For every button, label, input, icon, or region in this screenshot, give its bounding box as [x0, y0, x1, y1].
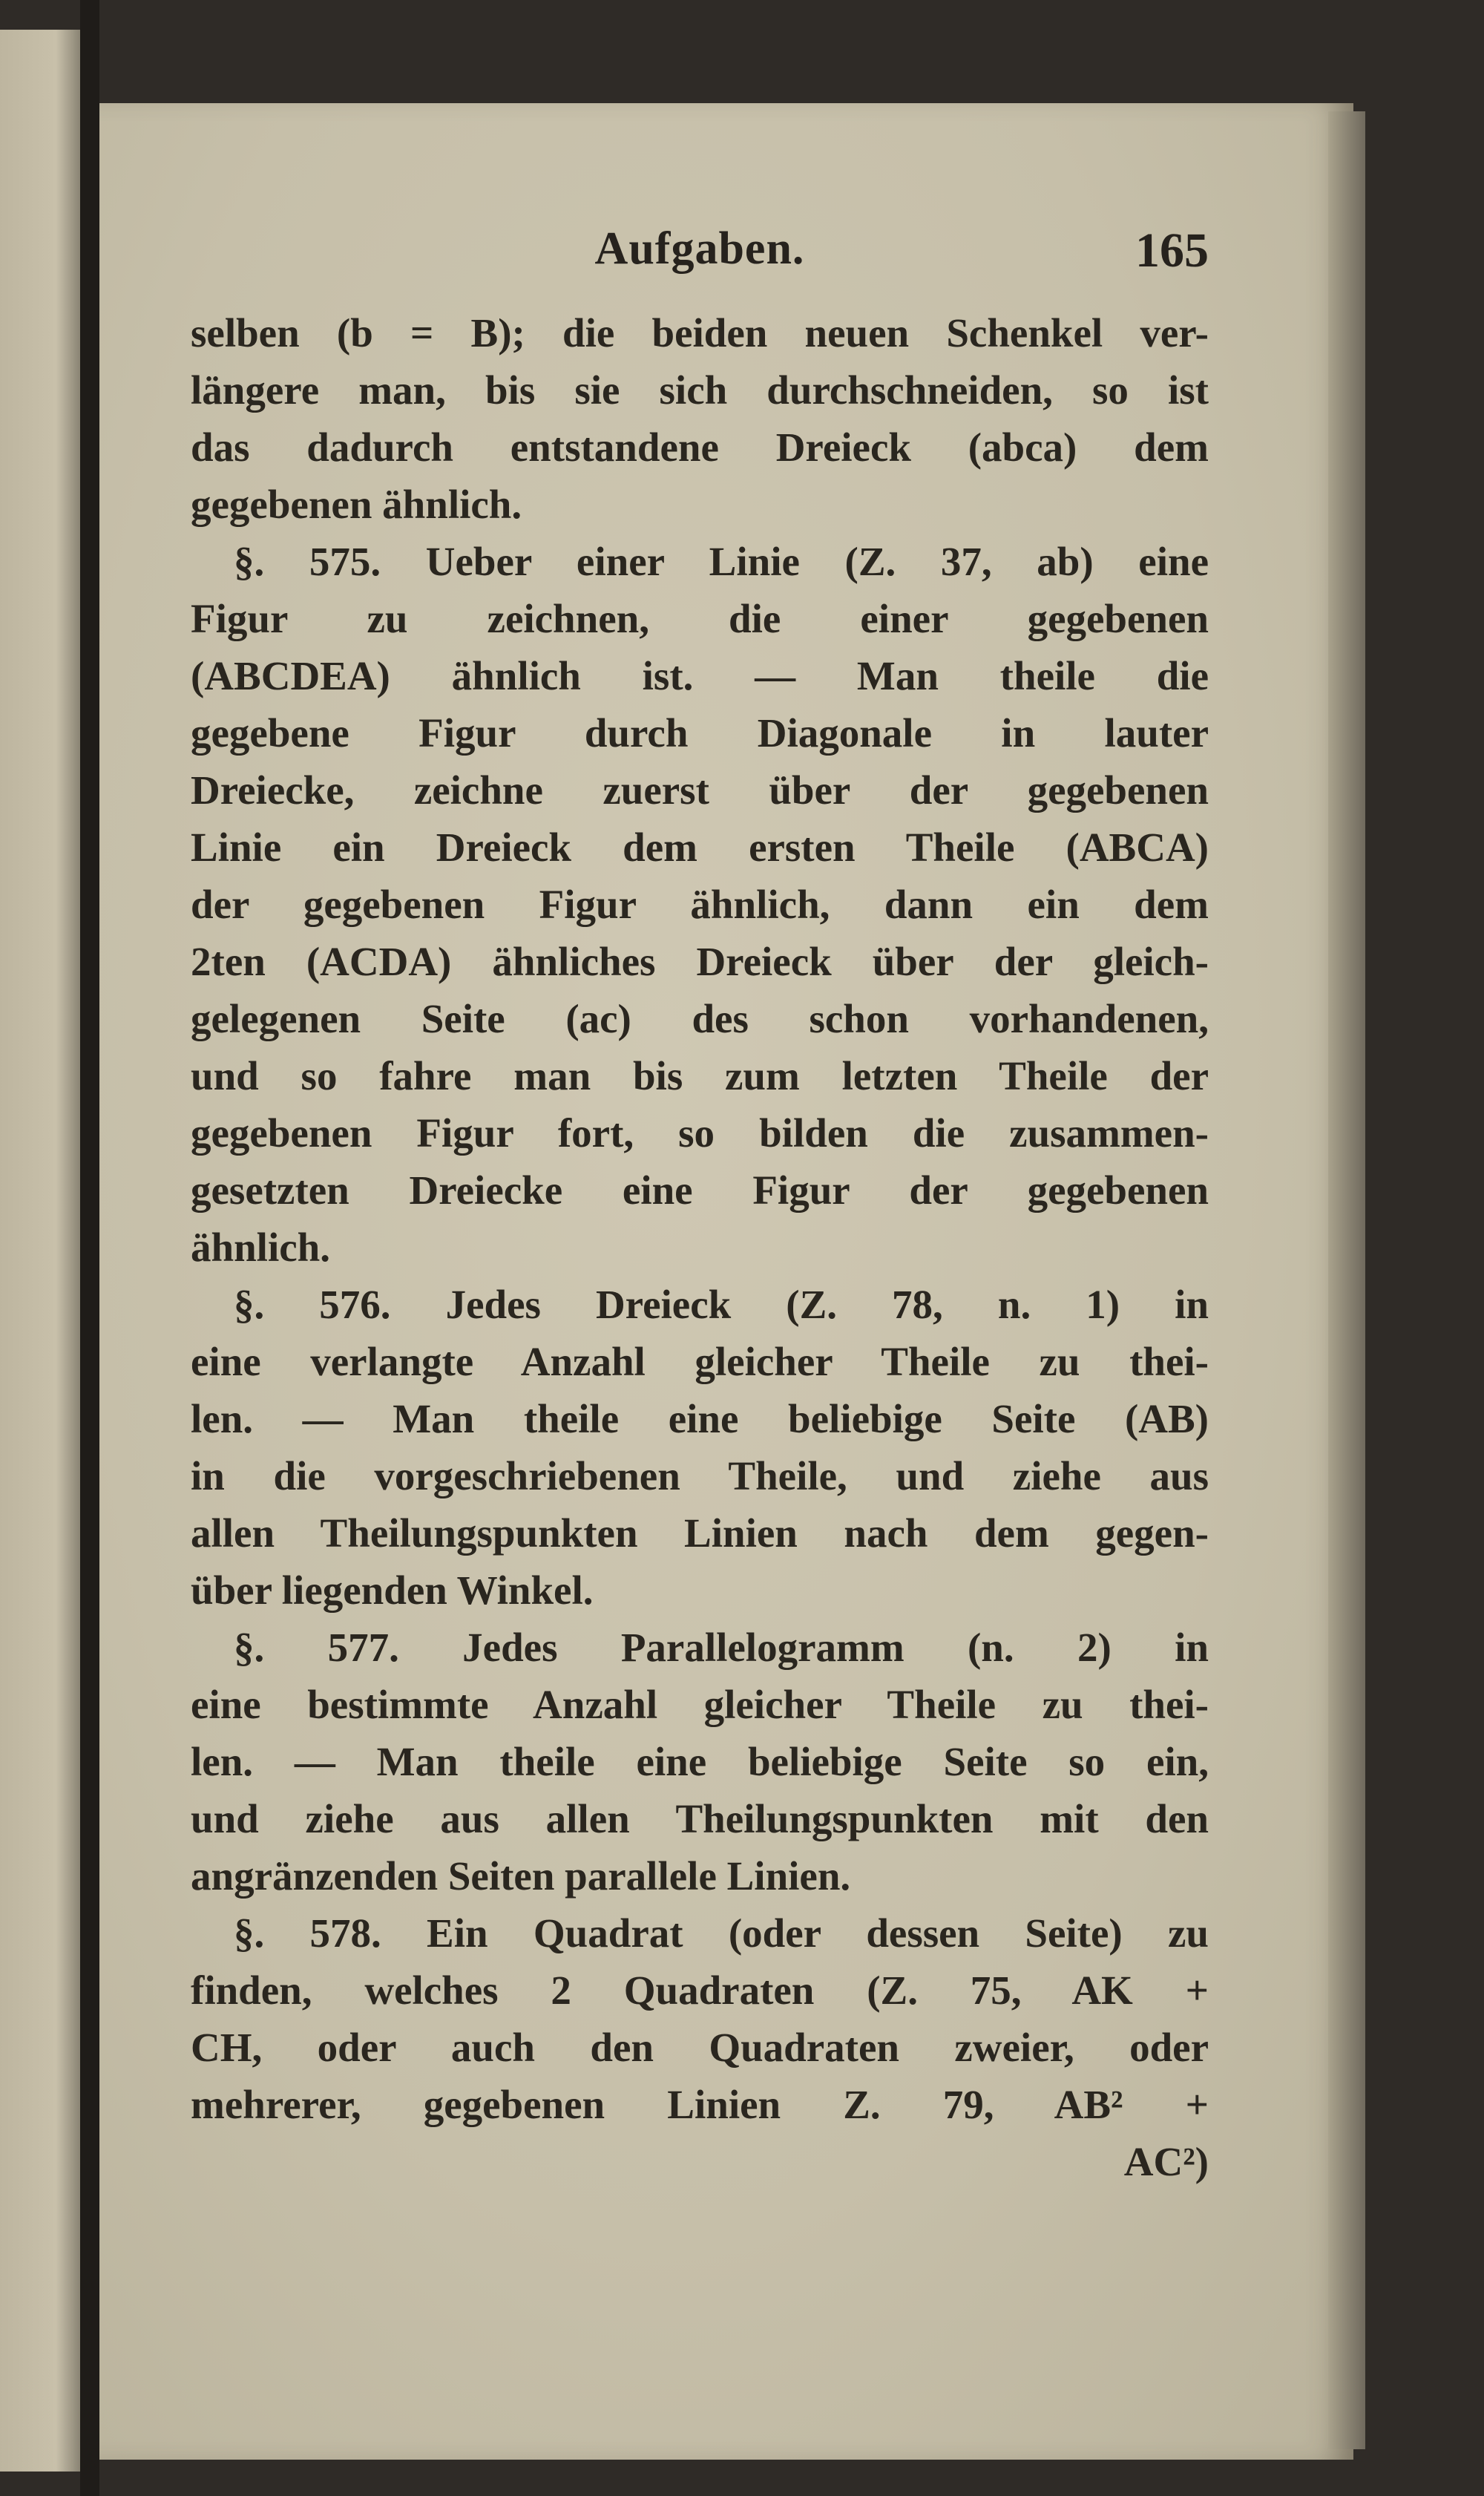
text-line: gegebene Figur durch Diagonale in lauter [191, 710, 1209, 756]
text-line: und ziehe aus allen Theilungspunkten mit den [191, 1796, 1209, 1841]
text-line: §. 578. Ein Quadrat (oder dessen Seite) zu [234, 1910, 1209, 1956]
text-line: len. — Man theile eine beliebige Seite so ein, [191, 1739, 1209, 1784]
text-line: eine bestimmte Anzahl gleicher Theile zu thei- [191, 1682, 1209, 1727]
text-line: eine verlangte Anzahl gleicher Theile zu thei- [191, 1339, 1209, 1384]
page-edge-shadow [1328, 111, 1365, 2449]
running-title: Aufgaben. [594, 223, 805, 274]
text-line: §. 577. Jedes Parallelogramm (n. 2) in [234, 1625, 1209, 1670]
text-line: angränzenden Seiten parallele Linien. [191, 1853, 851, 1899]
text-line: Figur zu zeichnen, die einer gegebenen [191, 596, 1209, 641]
text-line: §. 576. Jedes Dreieck (Z. 78, n. 1) in [234, 1282, 1209, 1327]
text-line: CH, oder auch den Quadraten zweier, oder [191, 2025, 1209, 2070]
text-line: selben (b = B); die beiden neuen Schenkel ver- [191, 310, 1209, 356]
text-line: gegebenen Figur fort, so bilden die zusammen- [191, 1110, 1209, 1156]
text-line: in die vorgeschriebenen Theile, und ziehe aus [191, 1453, 1209, 1498]
text-line: Dreiecke, zeichne zuerst über der gegebenen [191, 767, 1209, 813]
text-line: AC²) [1123, 2139, 1209, 2184]
text-line: allen Theilungspunkten Linien nach dem gegen- [191, 1510, 1209, 1556]
text-line: gelegenen Seite (ac) des schon vorhandenen, [191, 996, 1209, 1041]
text-line: finden, welches 2 Quadraten (Z. 75, AK + [191, 1968, 1209, 2013]
previous-page-edge [0, 30, 80, 2472]
text-line: der gegebenen Figur ähnlich, dann ein dem [191, 882, 1209, 927]
text-line: len. — Man theile eine beliebige Seite (AB) [191, 1396, 1209, 1441]
text-line: §. 575. Ueber einer Linie (Z. 37, ab) eine [234, 539, 1209, 584]
text-line: ähnlich. [191, 1225, 330, 1270]
text-line: und so fahre man bis zum letzten Theile der [191, 1053, 1209, 1098]
book-gutter [80, 0, 99, 2496]
page-number: 165 [1135, 223, 1209, 278]
text-line: (ABCDEA) ähnlich ist. — Man theile die [191, 653, 1209, 698]
text-line: gesetzten Dreiecke eine Figur der gegebenen [191, 1167, 1209, 1213]
page-body-text [191, 304, 1209, 2190]
page-header [191, 223, 1209, 282]
text-line: Linie ein Dreieck dem ersten Theile (ABCA) [191, 825, 1209, 870]
text-line: mehrerer, gegebenen Linien Z. 79, AB² + [191, 2082, 1209, 2127]
text-line: über liegenden Winkel. [191, 1568, 594, 1613]
text-line: das dadurch entstandene Dreieck (abca) dem [191, 425, 1209, 470]
text-line: längere man, bis sie sich durchschneiden, so ist [191, 367, 1209, 413]
text-line: 2ten (ACDA) ähnliches Dreieck über der gleich- [191, 939, 1209, 984]
text-line: gegebenen ähnlich. [191, 482, 522, 527]
